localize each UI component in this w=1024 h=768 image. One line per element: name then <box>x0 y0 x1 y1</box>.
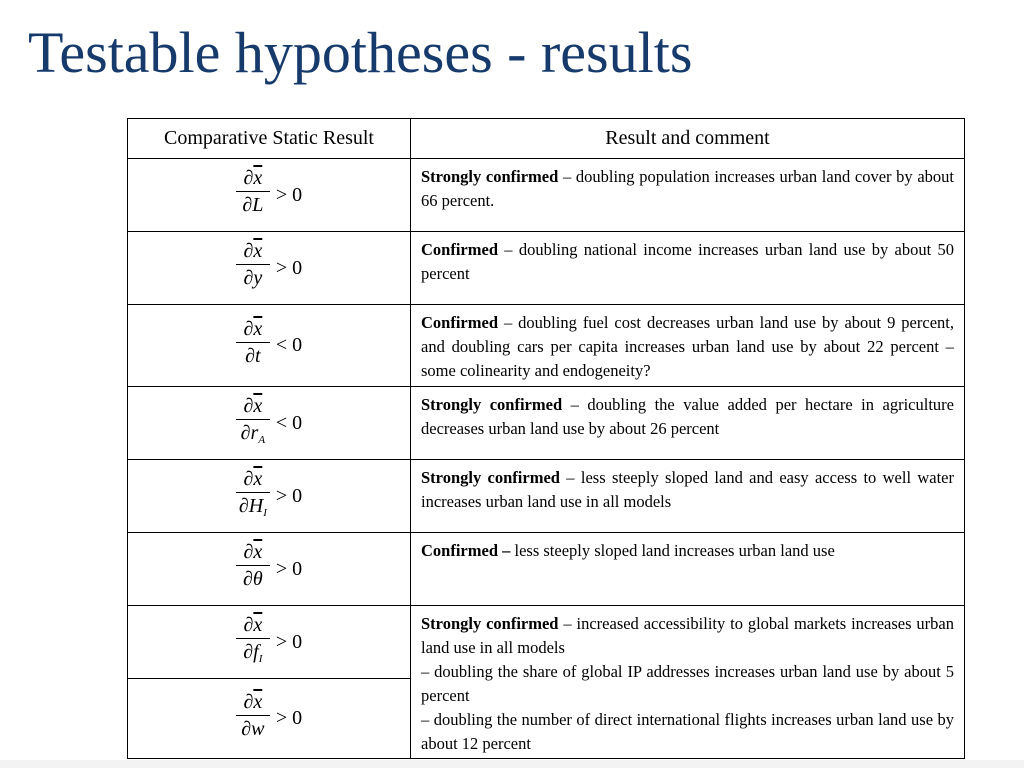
comment-text: less steeply sloped land increases urban land use <box>510 541 835 560</box>
results-table <box>127 118 965 759</box>
strength-label: Strongly confirmed <box>421 614 559 633</box>
strength-label: Confirmed <box>421 313 498 332</box>
merged-comment-cell <box>411 606 965 759</box>
numerator: $\partial\overline{x}$ <box>243 240 263 262</box>
comment-line: – doubling the share of global IP addresses increases urban land use by about 5 percent <box>421 662 954 705</box>
table-row <box>128 533 965 606</box>
comment-cell <box>411 533 965 606</box>
expression-cell <box>128 460 411 533</box>
expression-cell <box>128 159 411 232</box>
comment-cell <box>411 159 965 232</box>
comment-text: – doubling national income increases urban land use by about 50 percent <box>421 240 954 283</box>
denominator: ∂y <box>243 267 263 289</box>
denominator: ∂f <box>243 641 259 663</box>
comment-text: – doubling the value added per hectare in agriculture decreases urban land use by about 26 percent <box>421 395 954 438</box>
relation: > 0 <box>275 183 303 206</box>
numerator: $\partial\overline{x}$ <box>243 690 263 713</box>
table-header-row <box>128 119 965 159</box>
numerator: $\partial\overline{x}$ <box>243 317 263 340</box>
denominator: ∂t <box>245 344 261 367</box>
comment-cell <box>411 387 965 460</box>
denominator-subscript: A <box>258 434 266 446</box>
bottom-strip <box>0 760 1024 768</box>
strength-label: Strongly confirmed <box>421 395 563 414</box>
table-row <box>128 305 965 387</box>
denominator: ∂θ <box>243 568 263 590</box>
relation: > 0 <box>275 630 303 653</box>
comment-cell <box>411 305 965 387</box>
numerator: $\partial\overline{x}$ <box>243 395 263 417</box>
denominator: ∂r <box>240 422 259 444</box>
numerator: $\partial\overline{x}$ <box>243 614 263 636</box>
table-row <box>128 460 965 533</box>
denominator-subscript: I <box>263 507 267 519</box>
comment-cell <box>411 460 965 533</box>
table-row <box>128 159 965 232</box>
relation: > 0 <box>275 557 303 580</box>
comment-text: – doubling population increases urban land cover by about 66 percent. <box>421 167 954 210</box>
table-row <box>128 387 965 460</box>
numerator: $\partial\overline{x}$ <box>243 468 263 490</box>
slide-title: Testable hypotheses - results <box>28 20 693 85</box>
comment-text: – increased accessibility to global markets increases urban land use in all models <box>421 614 954 657</box>
expression-cell <box>128 679 411 759</box>
relation: > 0 <box>275 707 303 729</box>
relation: < 0 <box>275 411 303 434</box>
expression-cell <box>128 606 411 679</box>
relation: > 0 <box>275 256 303 279</box>
numerator: $\partial\overline{x}$ <box>243 167 263 189</box>
expression-cell <box>128 305 411 387</box>
header-comparative-static: Comparative Static Result <box>128 119 411 159</box>
denominator: ∂L <box>242 194 264 216</box>
strength-label: Confirmed <box>421 240 498 259</box>
denominator: ∂H <box>238 495 264 517</box>
denominator: ∂w <box>241 717 265 740</box>
table-row <box>128 606 965 679</box>
relation: > 0 <box>275 484 303 507</box>
expression-cell <box>128 533 411 606</box>
expression-cell <box>128 387 411 460</box>
strength-label: Strongly confirmed <box>421 468 560 487</box>
numerator: $\partial\overline{x}$ <box>243 541 263 563</box>
table-row <box>128 232 965 305</box>
denominator-subscript: I <box>258 653 263 665</box>
relation: < 0 <box>275 334 303 356</box>
expression-cell <box>128 232 411 305</box>
comment-text: – doubling fuel cost decreases urban land use by about 9 percent, and doubling cars per capita increases urban land use by about 22 percent – some colinearity and endogeneity? <box>421 313 954 380</box>
comment-text: – less steeply sloped land and easy access to well water increases urban land use in all models <box>421 468 955 511</box>
comment-line: – doubling the number of direct international flights increases urban land use by about 12 percent <box>421 710 954 753</box>
strength-label: Confirmed – <box>421 541 511 560</box>
comment-cell <box>411 232 965 305</box>
header-result-comment: Result and comment <box>411 119 965 159</box>
strength-label: Strongly confirmed <box>421 167 559 186</box>
